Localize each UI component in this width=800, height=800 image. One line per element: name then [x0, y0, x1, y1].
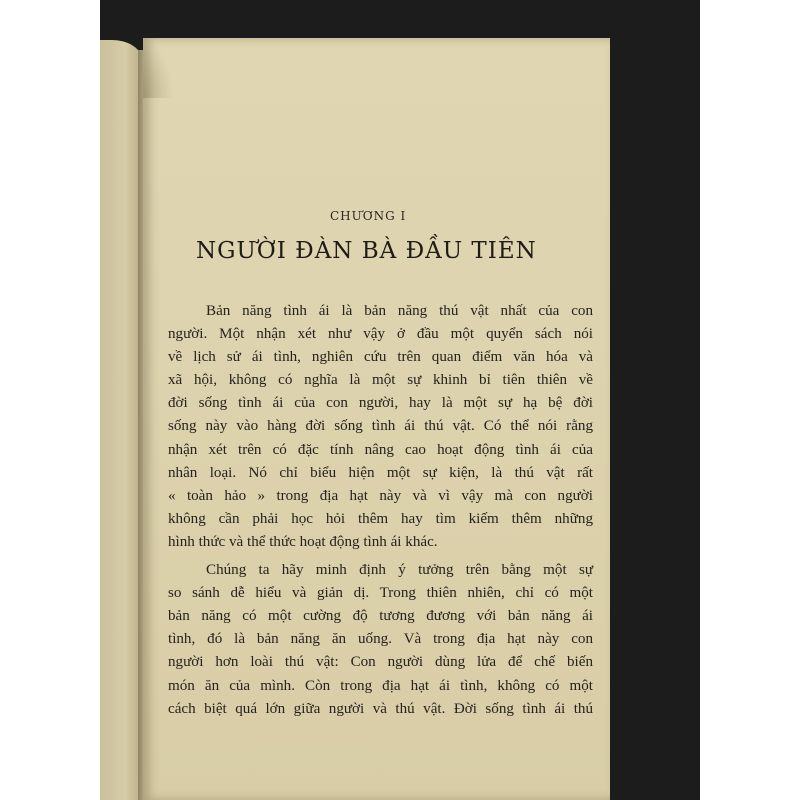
text-line: không cần phải học hỏi thêm hay tìm kiếm thêm những — [168, 510, 593, 527]
paragraph-2 — [168, 559, 593, 721]
paragraph-1 — [168, 300, 593, 554]
text-line: tình, đó là bản năng ăn uống. Và trong địa hạt này con — [168, 631, 593, 648]
text-line: Chúng ta hãy minh định ý tưởng trên bằng một sự — [206, 562, 593, 579]
text-line: bản năng có một cường độ tương đương với bản năng ái — [168, 608, 593, 625]
text-line: Bản năng tình ái là bản năng thú vật nhất của con — [206, 303, 593, 319]
text-line: cách biệt quá lớn giữa người và thú vật. Đời sống tình ái thú — [168, 700, 593, 717]
body-text — [168, 300, 593, 721]
left-page-edge — [100, 40, 142, 800]
text-line: người hơn loài thú vật: Con người dùng lửa để chế biến — [168, 654, 593, 671]
chapter-label: CHƯƠNG I — [330, 209, 407, 223]
text-line: đời sống tình ái của con người, hay là một sự hạ bệ đời — [168, 395, 593, 412]
text-line: hình thức và thể thức hoạt động tình ái khác. — [168, 533, 438, 550]
text-line: nhân loại. Nó chỉ biểu hiện một sự kiện, là thú vật rất — [168, 464, 593, 481]
text-line: nhận xét trên có đặc tính nâng cao hoạt động tình ái của — [168, 441, 593, 458]
text-line: về lịch sử ái tình, nghiên cứu trên quan điểm văn hóa và — [168, 349, 593, 366]
text-line: món ăn của mình. Còn trong địa hạt ái tình, không có một — [168, 677, 593, 694]
text-line: người. Một nhận xét như vậy ở đầu một quyển sách nói — [168, 326, 593, 343]
text-line: sống này vào hàng đời sống tình ái thú vật. Có thể nói rằng — [168, 418, 593, 435]
text-line: « toàn hảo » trong địa hạt này và vì vậy mà con người — [168, 487, 593, 504]
chapter-title: NGƯỜI ĐÀN BÀ ĐẦU TIÊN — [196, 238, 537, 264]
text-line: xã hội, không có nghĩa là một sự khinh bỉ tiên thiên về — [168, 372, 593, 389]
page-curl-shadow — [143, 38, 173, 98]
text-line: so sánh dễ hiểu và giản dị. Trong thiên nhiên, chỉ có một — [168, 585, 593, 602]
